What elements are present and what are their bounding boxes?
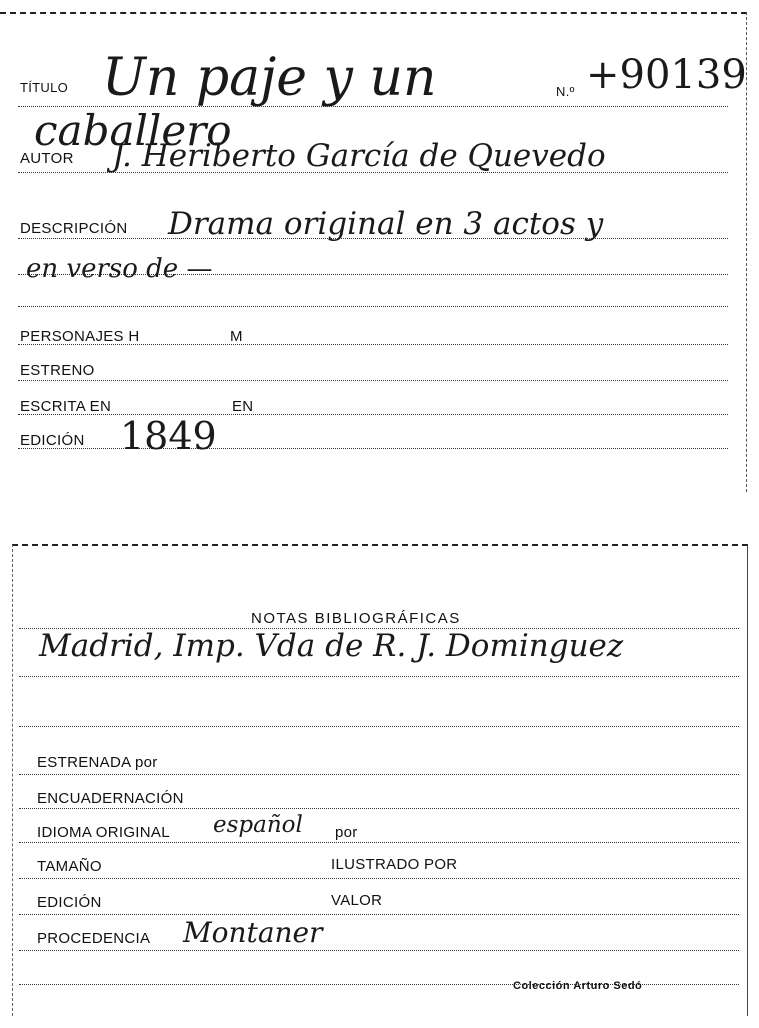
idioma-por-label: por <box>335 824 358 841</box>
notas-value: Madrid, Imp. Vda de R. J. Dominguez <box>39 628 624 664</box>
idioma-value: español <box>213 812 303 838</box>
procedencia-value: Montaner <box>183 916 323 949</box>
escrita-label: ESCRITA EN <box>20 398 112 415</box>
catalog-card-back <box>12 544 748 1016</box>
descripcion-value-cont: en verso de — <box>26 254 213 284</box>
rule <box>19 842 739 843</box>
rule <box>19 726 739 727</box>
estrenada-label: ESTRENADA por <box>37 754 158 771</box>
rule <box>19 914 739 915</box>
edicion-label: EDICIÓN <box>20 432 85 449</box>
descripcion-value: Drama original en 3 actos y <box>168 206 604 242</box>
edicion-label-2: EDICIÓN <box>37 894 102 911</box>
encuadernacion-label: ENCUADERNACIÓN <box>37 790 184 807</box>
tamano-label: TAMAÑO <box>37 858 102 875</box>
procedencia-label: PROCEDENCIA <box>37 930 151 947</box>
numero-value: +90139 <box>586 52 747 98</box>
coleccion-credit: Colección Arturo Sedó <box>513 980 643 992</box>
numero-label: N.º <box>556 84 575 99</box>
rule <box>18 380 728 381</box>
personajes-label: PERSONAJES H <box>20 328 140 345</box>
rule <box>19 878 739 879</box>
ilustrado-label: ILUSTRADO POR <box>331 856 458 873</box>
titulo-label: TÍTULO <box>20 80 69 95</box>
catalog-card-front <box>0 12 747 492</box>
edicion-value: 1849 <box>120 414 217 458</box>
autor-value: J. Heriberto García de Quevedo <box>112 138 606 174</box>
titulo-value: Un paje y un <box>102 48 437 108</box>
notas-title: NOTAS BIBLIOGRÁFICAS <box>251 610 461 627</box>
idioma-label: IDIOMA ORIGINAL <box>37 824 170 841</box>
en-label: EN <box>232 398 254 415</box>
descripcion-label: DESCRIPCIÓN <box>20 220 128 237</box>
valor-label: VALOR <box>331 892 383 909</box>
autor-label: AUTOR <box>20 150 74 167</box>
personajes-m-label: M <box>230 328 243 345</box>
rule <box>19 676 739 677</box>
titulo-value-cont: caballero <box>34 106 232 155</box>
estreno-label: ESTRENO <box>20 362 95 379</box>
rule <box>19 774 739 775</box>
rule <box>18 306 728 307</box>
rule <box>19 950 739 951</box>
rule <box>19 808 739 809</box>
